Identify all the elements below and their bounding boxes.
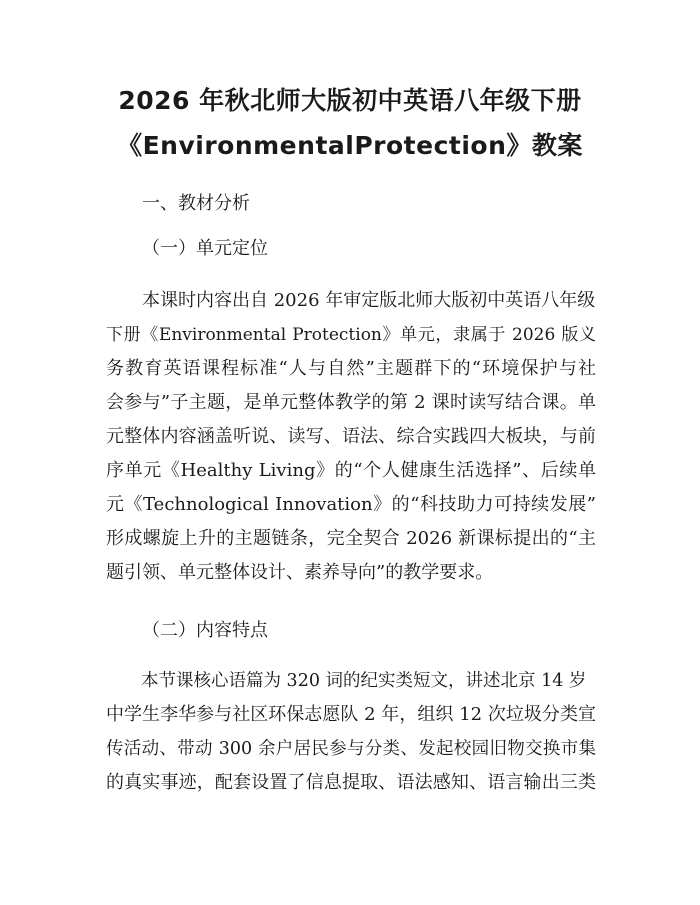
paragraph-line: 序单元《Healthy Living》的“个人健康生活选择”、后续单 — [106, 460, 596, 481]
paragraph-line: 下册《Environmental Protection》单元，隶属于 2026 版义 — [106, 325, 596, 345]
subsection-heading-unit-positioning: （一）单元定位 — [142, 238, 268, 259]
document-title-line-2: 《EnvironmentalProtection》教案 — [117, 131, 583, 160]
subsection-heading-content-features: （二）内容特点 — [142, 620, 268, 641]
paragraph-line: 务教育英语课程标准“人与自然”主题群下的“环境保护与社 — [106, 358, 596, 379]
paragraph-line: 本课时内容出自 2026 年审定版北师大版初中英语八年级 — [106, 290, 596, 311]
paragraph-line: 会参与”子主题，是单元整体教学的第 2 课时读写结合课。单 — [106, 392, 596, 413]
paragraph-line: 元整体内容涵盖听说、读写、语法、综合实践四大板块，与前 — [106, 426, 596, 447]
paragraph-unit-positioning — [106, 284, 596, 590]
paragraph-line: 的真实事迹，配套设置了信息提取、语法感知、语言输出三类 — [106, 772, 596, 793]
paragraph-content-features — [106, 664, 596, 800]
document-title-line-1: 2026 年秋北师大版初中英语八年级下册 — [118, 86, 582, 115]
paragraph-line: 形成螺旋上升的主题链条，完全契合 2026 新课标提出的“主 — [106, 528, 596, 549]
paragraph-line: 题引领、单元整体设计、素养导向”的教学要求。 — [106, 562, 494, 583]
paragraph-line: 元《Technological Innovation》的“科技助力可持续发展” — [106, 494, 596, 515]
section-heading-textbook-analysis: 一、教材分析 — [142, 193, 250, 214]
paragraph-line: 本节课核心语篇为 320 词的纪实类短文，讲述北京 14 岁 — [106, 671, 587, 691]
paragraph-line: 中学生李华参与社区环保志愿队 2 年，组织 12 次垃圾分类宣 — [106, 704, 596, 725]
paragraph-line: 传活动、带动 300 余户居民参与分类、发起校园旧物交换市集 — [106, 739, 596, 759]
